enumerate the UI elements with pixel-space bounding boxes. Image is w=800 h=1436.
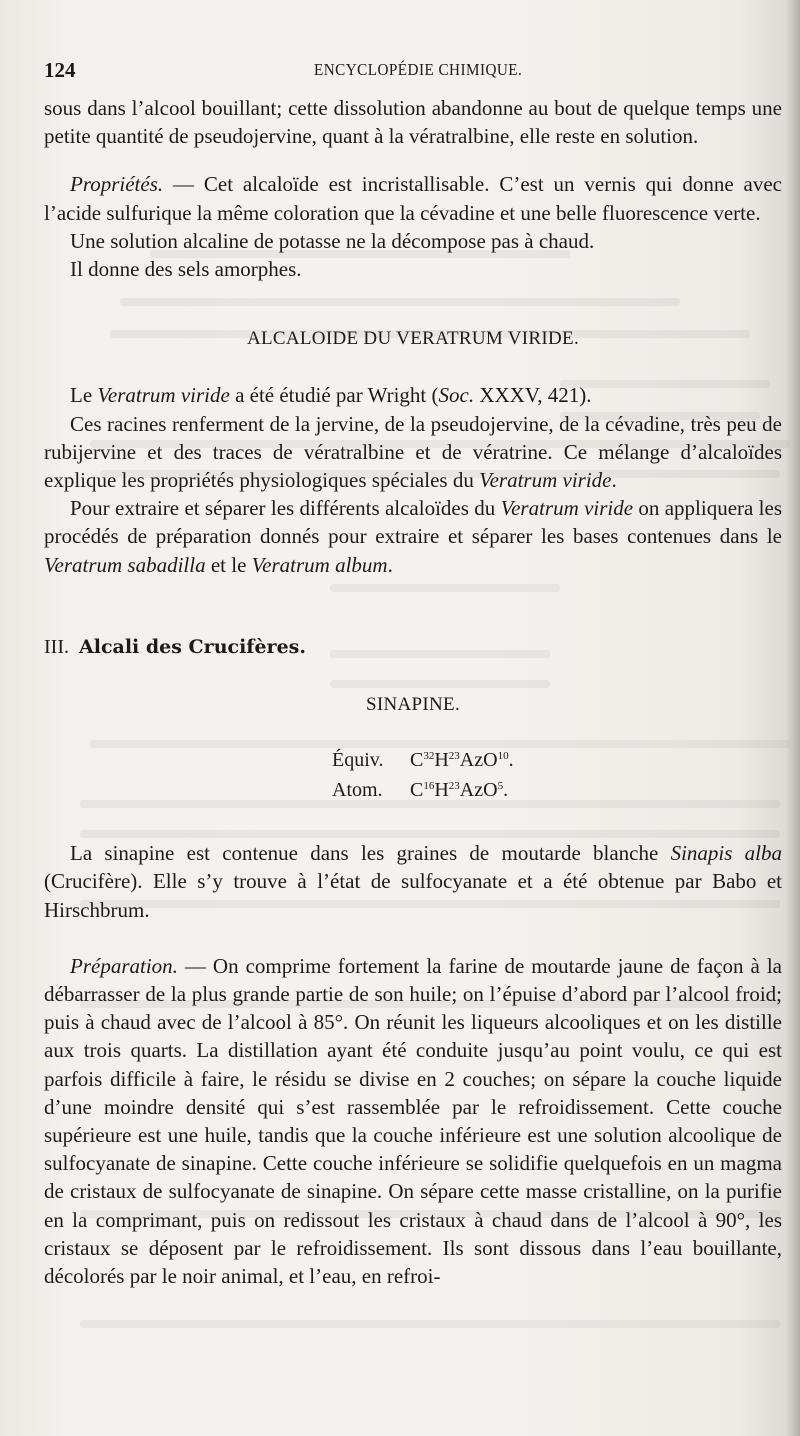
extraire-text-g: . bbox=[387, 552, 393, 577]
paragraph-sinapine-source bbox=[44, 839, 782, 924]
source-species: Sinapis alba bbox=[670, 841, 782, 866]
page-body bbox=[44, 94, 782, 1290]
source-text-c: (Crucifère). Elle s’y trouve à l’état de sulfocyanate et a été obtenue par Babo et Hirschbrum. bbox=[44, 869, 782, 922]
equiv-subscript: 10 bbox=[497, 750, 509, 763]
wright-text-a: Le bbox=[70, 383, 98, 408]
racines-species: Veratrum viride bbox=[479, 468, 612, 493]
atom-term: C bbox=[410, 779, 424, 802]
paragraph-preparation bbox=[44, 952, 782, 1290]
equiv-term: C bbox=[410, 749, 424, 772]
wright-text-c: a été étudié par Wright ( bbox=[229, 383, 439, 408]
formula-equiv-value bbox=[410, 749, 514, 771]
section-heading bbox=[44, 633, 782, 661]
equiv-term: . bbox=[508, 749, 514, 772]
paragraph-continued: sous dans l’alcool bouillant; cette dissolution abandonne au bout de quelque temps une petite quantité de pseudojervine, quant à la vératralbine, elle reste en solution. bbox=[44, 96, 782, 149]
equiv-term: AzO bbox=[459, 749, 498, 772]
equiv-subscript: 23 bbox=[448, 750, 460, 763]
running-head: ENCYCLOPÉDIE CHIMIQUE. bbox=[314, 60, 523, 79]
formula-atom-value bbox=[410, 779, 508, 801]
formula-equiv bbox=[332, 743, 782, 773]
racines-text-a: Ces racines renferment de la jervine, de la pseudojervine, de la cévadine, très peu de rubijervine et des traces de vératralbine et de vératrine. Ce mélange d’alcaloïdes explique les propriétés physiologiques spéciales du bbox=[44, 411, 782, 493]
proprietes-label: Propriétés. bbox=[70, 172, 164, 197]
wright-journal: Soc. bbox=[438, 383, 475, 408]
preparation-text: — On comprime fortement la farine de moutarde jaune de façon à la débarrasser de la plus grande partie de son huile; on l’épuise d’abord par l’alcool froid; puis à chaud avec de l’alcool à 85°. On réunit les liqueurs alcooliques et on les distille aux trois quarts. La distillation ayant été conduite jusqu’au point voulu, ce qui est parfois difficile à faire, le résidu se divise en 2 couches; on sépare la couche liquide d’une moindre densité qui s’est rassemblée par le refroidissement. Cette couche supérieure est une huile, tandis que la couche inférieure est une solution alcoolique de sulfocyanate de sinapine. Cette couche inférieure se solidifie quelquefois en un magma de cristaux de sulfocyanate de sinapine. On sépare cette masse cristalline, on la purifie en la comprimant, puis on redissout les cristaux à chaud dans de l’alcool à 90°, les cristaux se déposent par le refroidissement. Ils sont dissous dans l’eau bouillante, décolorés par le noir animal, et l’eau, en refroi- bbox=[44, 953, 782, 1289]
page-header bbox=[44, 56, 782, 86]
atom-subscript: 23 bbox=[448, 780, 460, 793]
title-veratrum-viride: ALCALOIDE DU VERATRUM VIRIDE. bbox=[246, 328, 580, 350]
atom-subscript: 16 bbox=[423, 780, 435, 793]
atom-term: H bbox=[434, 779, 449, 802]
paragraph-racines bbox=[44, 410, 782, 495]
extraire-text-c: on appliquera les procédés de préparation donnés pour extraire et séparer les bases contenues dans le bbox=[44, 496, 783, 549]
formula-atom bbox=[332, 773, 782, 803]
wright-species: Veratrum viride bbox=[97, 383, 230, 408]
section-number: III. bbox=[44, 635, 69, 658]
paragraph-sels: Il donne des sels amorphes. bbox=[70, 257, 302, 282]
extraire-species-sabadilla: Veratrum sabadilla bbox=[44, 552, 206, 577]
atom-term: AzO bbox=[459, 779, 498, 802]
extraire-species-viride: Veratrum viride bbox=[500, 496, 634, 521]
section-title: Alcali des Crucifères. bbox=[78, 635, 306, 658]
title-sinapine: SINAPINE. bbox=[365, 694, 460, 716]
page-edge-shadow bbox=[786, 0, 800, 1436]
paragraph-extraire bbox=[44, 494, 782, 579]
atom-term: . bbox=[503, 779, 509, 802]
formula-equiv-label: Équiv. bbox=[332, 749, 384, 772]
paragraph-proprietes bbox=[44, 170, 782, 226]
wright-text-e: XXXV, 421). bbox=[474, 383, 592, 408]
extraire-text-e: et le bbox=[205, 552, 252, 577]
proprietes-text: — Cet alcaloïde est incristallisable. C’est un vernis qui donne avec l’acide sulfurique la même coloration que la cévadine et une belle fluorescence verte. bbox=[44, 172, 782, 225]
paragraph-potasse: Une solution alcaline de potasse ne la décompose pas à chaud. bbox=[70, 228, 595, 253]
page-number: 124 bbox=[44, 58, 76, 82]
preparation-label: Préparation. bbox=[70, 953, 178, 978]
equiv-term: H bbox=[434, 749, 449, 772]
racines-text-c: . bbox=[611, 468, 617, 493]
extraire-text-a: Pour extraire et séparer les différents alcaloïdes du bbox=[70, 496, 501, 521]
formula-atom-label: Atom. bbox=[332, 779, 383, 802]
equiv-subscript: 32 bbox=[423, 750, 435, 763]
extraire-species-album: Veratrum album bbox=[251, 552, 388, 577]
atom-subscript: 5 bbox=[497, 780, 504, 793]
source-text-a: La sinapine est contenue dans les graines de moutarde blanche bbox=[70, 841, 671, 866]
paragraph-wright bbox=[44, 381, 782, 409]
